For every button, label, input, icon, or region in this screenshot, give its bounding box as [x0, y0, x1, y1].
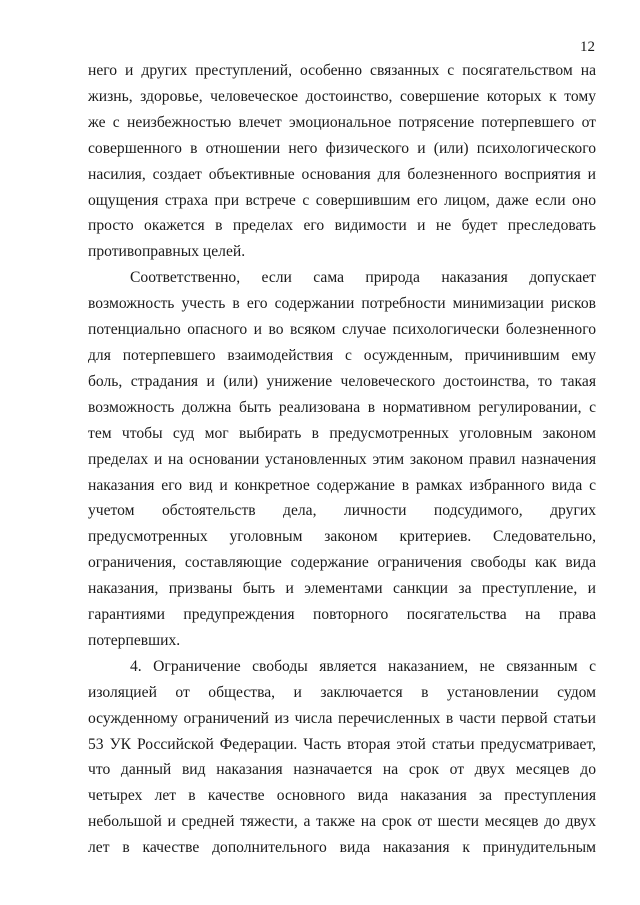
text-line: тем чтобы суд мог выбирать в предусмотренных уголовным законом [88, 424, 596, 442]
text-line: что данный вид наказания назначается на срок от двух месяцев до [88, 761, 596, 779]
text-line: наказания его вид и конкретное содержание в рамках избранного вида с [88, 476, 596, 494]
text-line: насилия, создает объективные основания для болезненного восприятия и [88, 165, 596, 183]
paragraph-3 [88, 654, 596, 861]
text-line: же с неизбежностью влечет эмоциональное потрясение потерпевшего от [88, 113, 596, 131]
text-line: 4. Ограничение свободы является наказанием, не связанным с [130, 657, 596, 675]
text-line: наказания, призваны быть и элементами санкции за преступление, и [88, 580, 596, 598]
text-line: потенциально опасного и во всяком случае психологически болезненного [88, 321, 596, 339]
text-line: ощущения страха при встрече с совершившим его лицом, даже если оно [88, 191, 596, 209]
text-line: 53 УК Российской Федерации. Часть вторая этой статьи предусматривает, [88, 735, 596, 753]
text-line: потерпевших. [88, 631, 181, 649]
text-line: него и других преступлений, особенно связанных с посягательством на [88, 62, 596, 79]
text-line: небольшой и средней тяжести, а также на срок от шести месяцев до двух [88, 813, 596, 831]
text-line: Соответственно, если сама природа наказания допускает [130, 269, 596, 287]
text-line: жизнь, здоровье, человеческое достоинство, совершение которых к тому [88, 87, 596, 105]
text-line: совершенного в отношении него физического и (или) психологического [88, 139, 596, 157]
text-line: возможность должна быть реализована в нормативном регулировании, с [88, 398, 596, 416]
text-line: изоляцией от общества, и заключается в установлении судом [88, 683, 596, 701]
text-line: гарантиями предупреждения повторного посягательства на права [88, 606, 596, 624]
page-number: 12 [580, 39, 595, 55]
text-line: учетом обстоятельств дела, личности подсудимого, других [88, 502, 596, 520]
text-line: противоправных целей. [88, 243, 246, 261]
paragraph-1 [88, 58, 596, 265]
text-line: боль, страдания и (или) унижение человеческого достоинства, то такая [88, 372, 596, 390]
text-line: возможность учесть в его содержании потребности минимизации рисков [88, 295, 596, 313]
document-body [88, 58, 596, 861]
text-line: предусмотренных уголовным законом критериев. Следовательно, [88, 528, 596, 546]
text-line: лет в качестве дополнительного вида наказания к принудительным [88, 839, 596, 857]
text-line: осужденному ограничений из числа перечисленных в части первой статьи [88, 709, 596, 727]
text-line: четырех лет в качестве основного вида наказания за преступления [88, 787, 596, 805]
text-line: пределах и на основании установленных этим законом правил назначения [88, 450, 596, 468]
paragraph-2 [88, 265, 596, 654]
text-line: для потерпевшего взаимодействия с осужденным, причинившим ему [88, 346, 596, 364]
text-line: просто окажется в пределах его видимости и не будет преследовать [88, 217, 596, 235]
text-line: ограничения, составляющие содержание ограничения свободы как вида [88, 554, 596, 572]
